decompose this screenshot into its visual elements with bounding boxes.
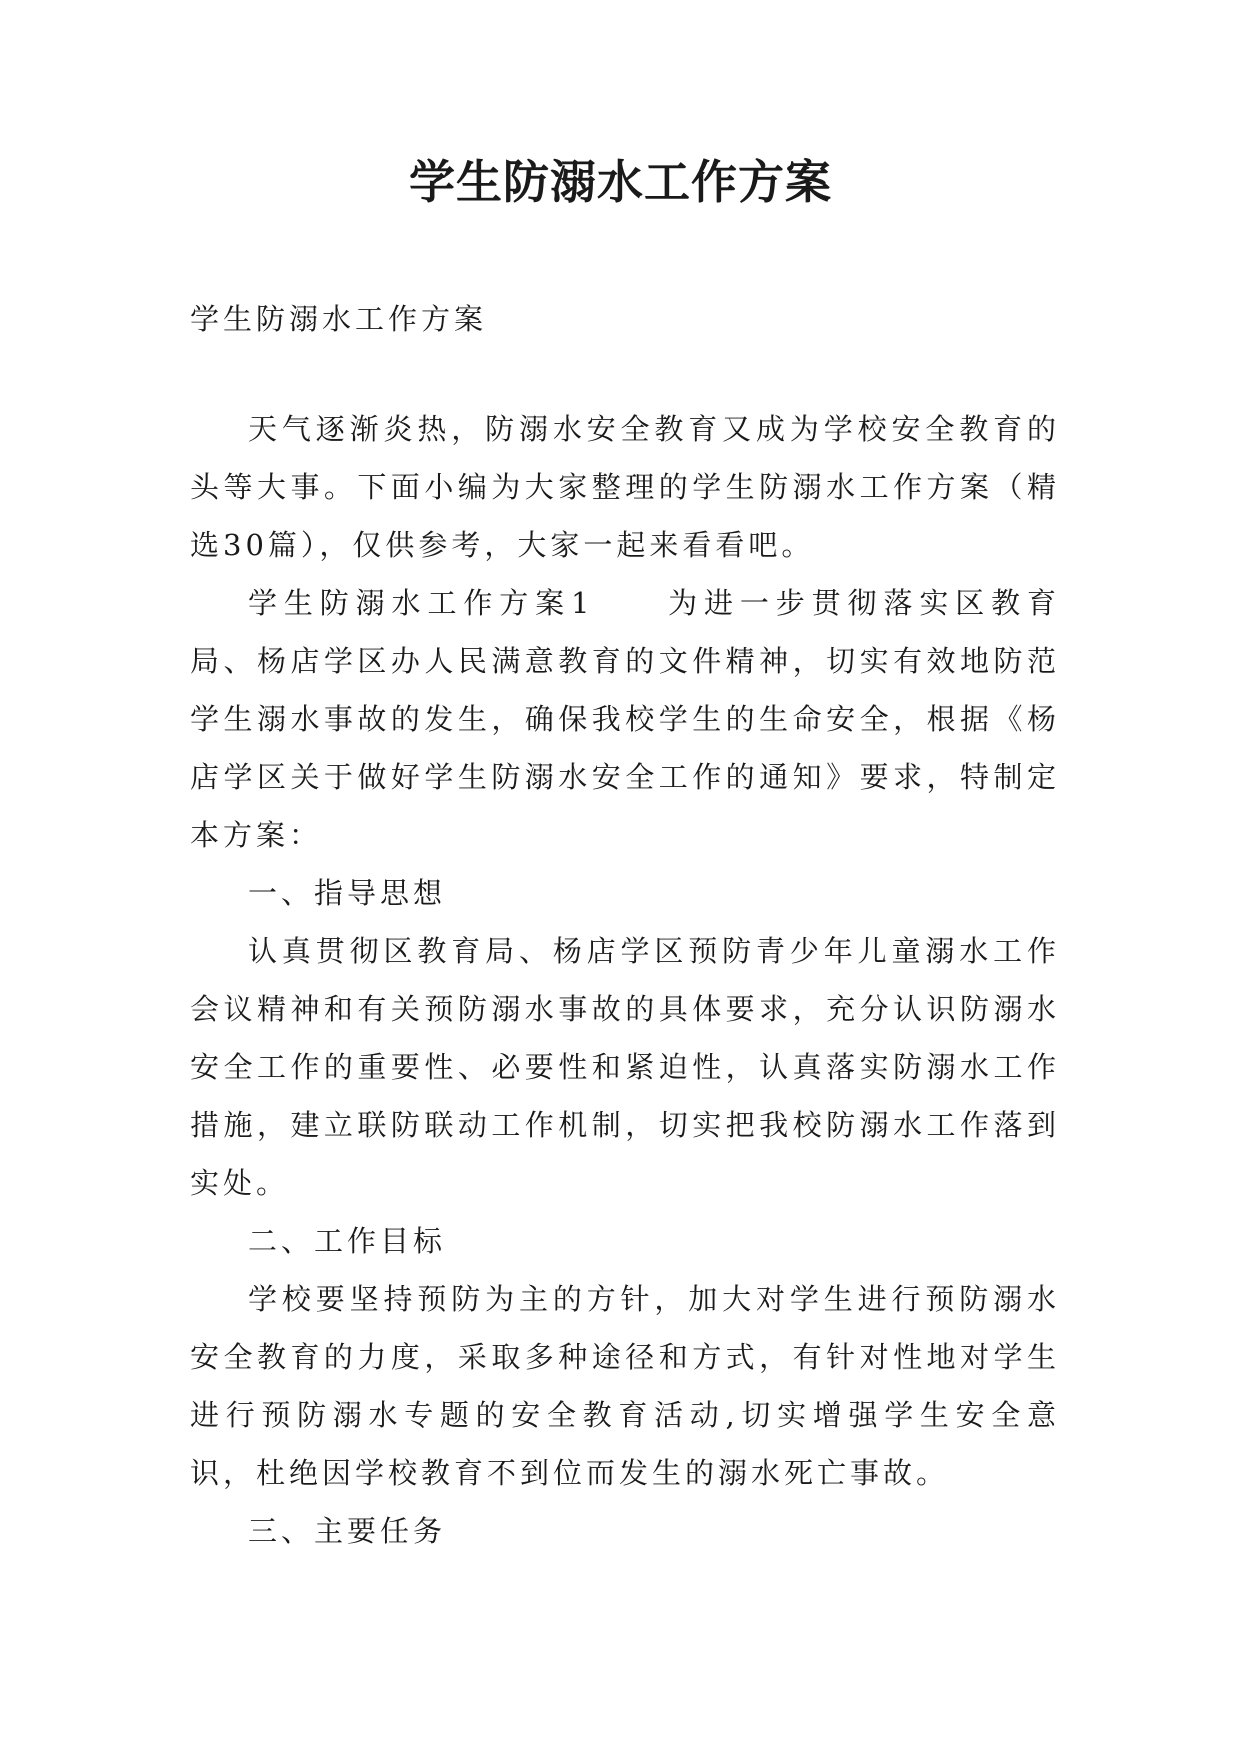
document-subtitle: 学生防溺水工作方案 [190,302,488,336]
document-title: 学生防溺水工作方案 [409,155,832,209]
plan-1-paragraph: 学生防溺水工作方案1 为进一步贯彻落实区教育局、杨店学区办人民满意教育的文件精神，切实有效地防范学生溺水事故的发生，确保我校学生的生命安全，根据《杨店学区关于做好学生防溺水安全工作的通知》要求，特制定本方案： [190,586,1060,852]
work-goals-paragraph: 学校要坚持预防为主的方针，加大对学生进行预防溺水安全教育的力度，采取多种途径和方式，有针对性地对学生进行预防溺水专题的安全教育活动,切实增强学生安全意识，杜绝因学校教育不到位而发生的溺水死亡事故。 [190,1282,1060,1490]
guiding-ideology-paragraph: 认真贯彻区教育局、杨店学区预防青少年儿童溺水工作会议精神和有关预防溺水事故的具体要求，充分认识防溺水安全工作的重要性、必要性和紧迫性，认真落实防溺水工作措施，建立联防联动工作机制，切实把我校防溺水工作落到实处。 [190,934,1060,1200]
section-heading-work-goals: 二、工作目标 [248,1224,447,1258]
intro-paragraph: 天气逐渐炎热，防溺水安全教育又成为学校安全教育的头等大事。下面小编为大家整理的学生防溺水工作方案（精选30篇），仅供参考，大家一起来看看吧。 [190,412,1060,562]
section-heading-main-tasks: 三、主要任务 [248,1514,447,1548]
document-body [190,400,1060,1560]
section-heading-guiding-ideology: 一、指导思想 [248,876,447,910]
